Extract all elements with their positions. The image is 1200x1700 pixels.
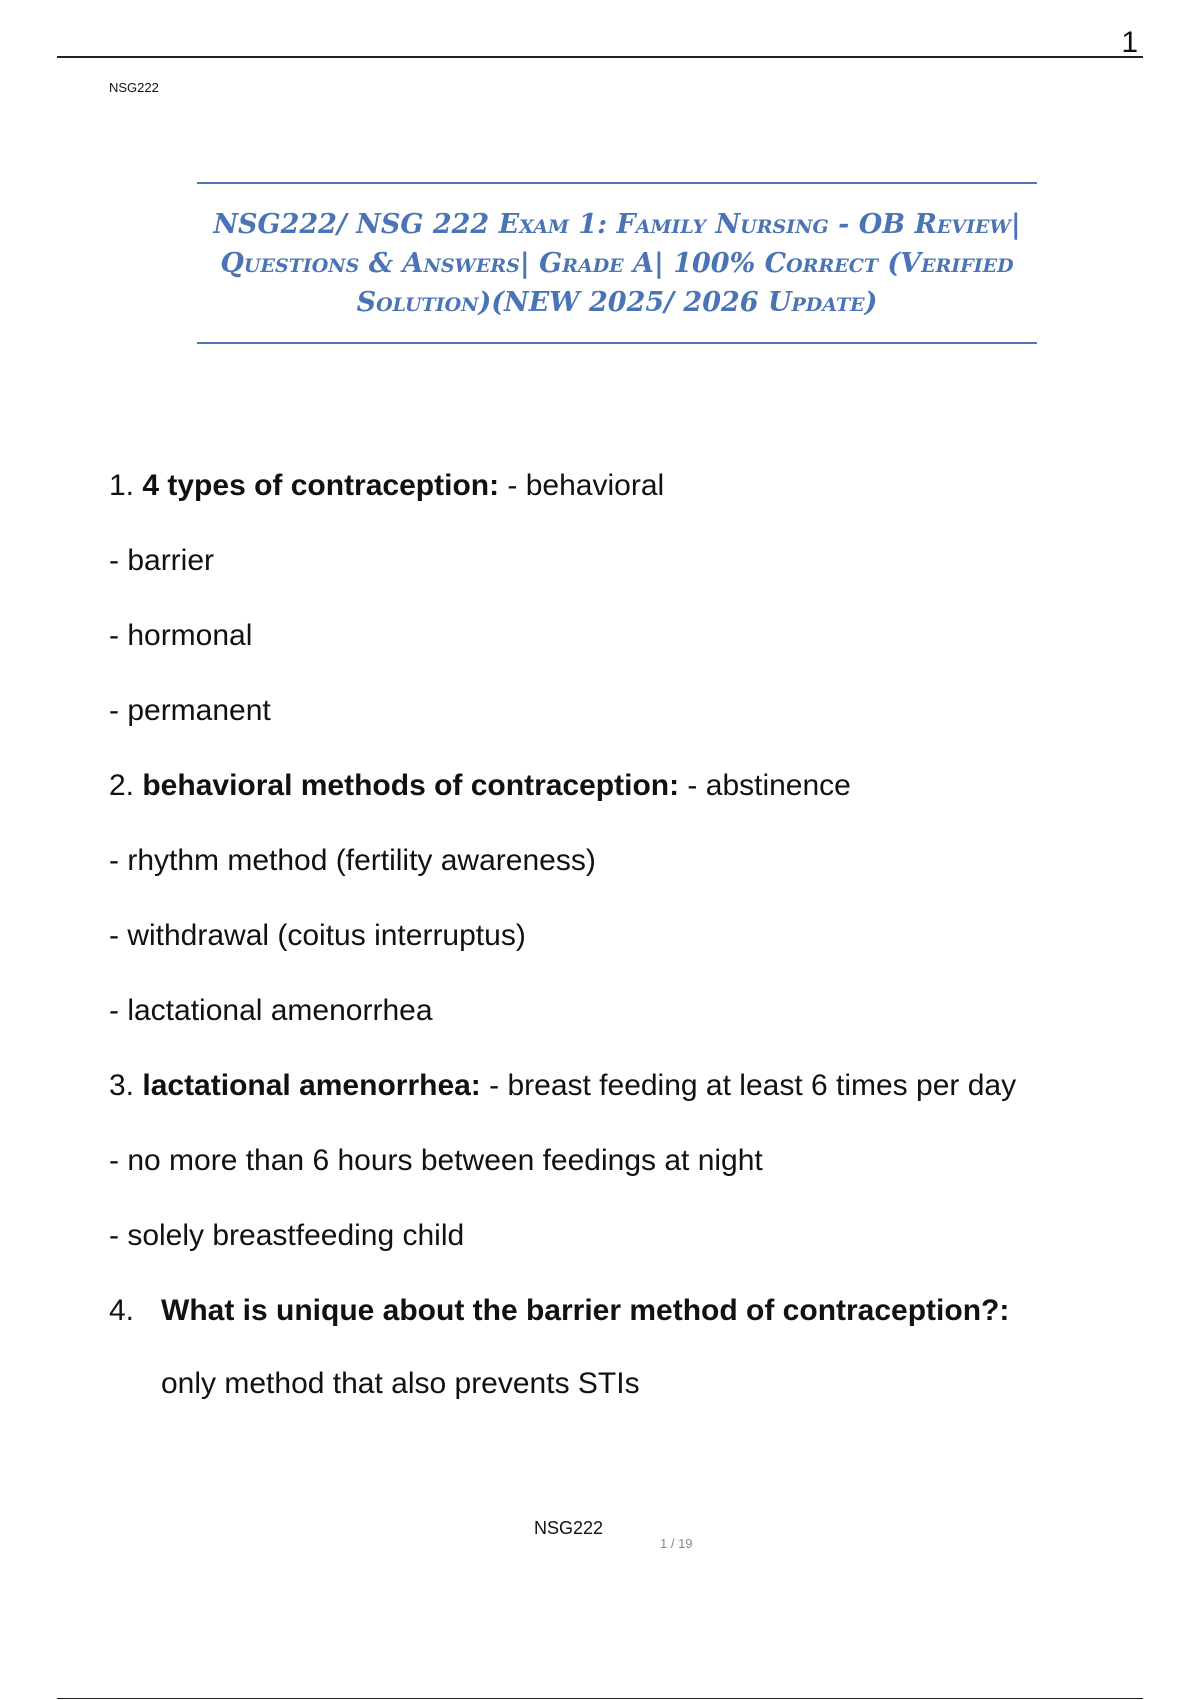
question-number: 2. [109, 769, 143, 802]
header-course-label: NSG222 [109, 80, 159, 95]
question-label: 4 types of contraception: [142, 469, 500, 502]
answer-bullet: - solely breastfeeding child [109, 1219, 465, 1252]
page-number: 1 [1121, 26, 1138, 59]
answer-bullet: - hormonal [109, 619, 253, 652]
answer-bullet: - no more than 6 hours between feedings at night [109, 1144, 763, 1177]
answer-bullet: - rhythm method (fertility awareness) [109, 844, 596, 877]
answer-text: - breast feeding at least 6 times per day [480, 1069, 1017, 1102]
answer-bullet: - permanent [109, 694, 271, 727]
title-box [197, 182, 1037, 344]
question-label: behavioral methods of contraception: [142, 769, 680, 802]
answer-bullet: - withdrawal (coitus interruptus) [109, 919, 526, 952]
footer-course-label: NSG222 [534, 1518, 604, 1538]
question-list [109, 448, 1139, 1420]
question-label: lactational amenorrhea: [142, 1069, 481, 1102]
answer-text: - behavioral [499, 469, 665, 502]
footer-rule [57, 1698, 1143, 1699]
answer-bullet: - barrier [109, 544, 215, 577]
header-rule [57, 56, 1143, 58]
question-number: 4. [109, 1294, 135, 1327]
answer-bullet: - lactational amenorrhea [109, 994, 433, 1027]
question-label: What is unique about the barrier method of contraception?: [161, 1294, 1010, 1327]
question-number: 1. [109, 469, 143, 502]
question-3 [109, 1048, 1139, 1123]
question-2 [109, 748, 1139, 823]
document-title: NSG222/ NSG 222 Exam 1: Family Nursing - OB Review| Questions & Answers| Grade A| 100% Correct (Verified Solution)(NEW 2025/ 2026 Update) [213, 208, 1021, 318]
question-number: 3. [109, 1069, 143, 1102]
page-indicator: 1 / 19 [660, 1536, 693, 1551]
question-4 [109, 1273, 1139, 1348]
answer-text: only method that also prevents STIs [161, 1367, 640, 1400]
question-1 [109, 448, 1139, 523]
answer-text: - abstinence [679, 769, 851, 802]
